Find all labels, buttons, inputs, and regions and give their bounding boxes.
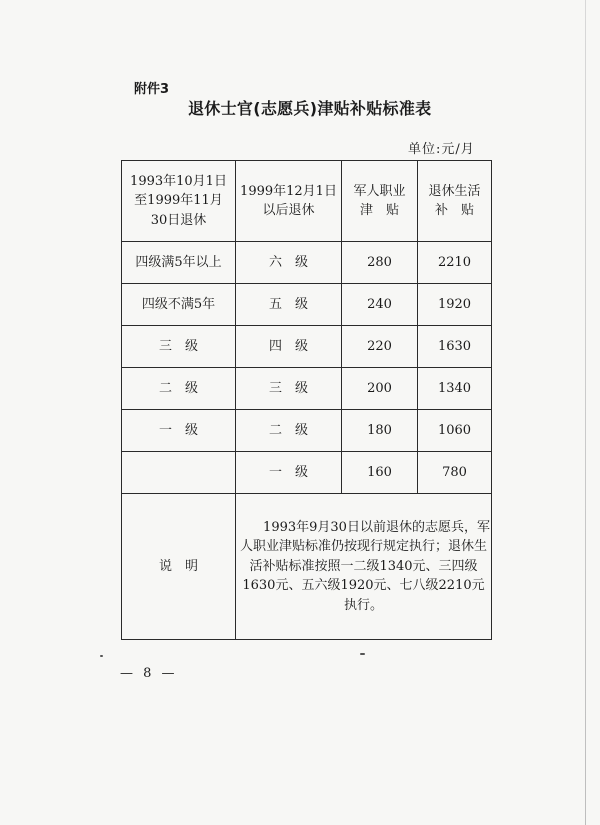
cell-subsidy: 780 <box>418 452 492 494</box>
cell-allowance: 200 <box>342 368 418 410</box>
cell-allowance: 220 <box>342 326 418 368</box>
note-text: 1993年9月30日以前退休的志愿兵，军人职业津贴标准仍按现行规定执行；退休生活补贴标准按照一二级1340元、三四级1630元、五六级1920元、七八级2210元执行。 <box>239 519 490 613</box>
document-title: 退休士官(志愿兵)津贴补贴标准表 <box>188 99 432 118</box>
table-row <box>122 452 492 494</box>
cell-allowance: 280 <box>342 242 418 284</box>
cell-grade-1993: 三 级 <box>122 326 236 368</box>
cell-subsidy: 1920 <box>418 284 492 326</box>
cell-grade-1993: 四级满5年以上 <box>122 242 236 284</box>
cell-grade-1993: 一 级 <box>122 410 236 452</box>
cell-allowance: 160 <box>342 452 418 494</box>
table-row <box>122 410 492 452</box>
header-retired-after-1999: 1999年12月1日 以后退休 <box>236 161 342 242</box>
scan-speck <box>100 655 103 657</box>
table-row <box>122 284 492 326</box>
scan-speck <box>360 653 365 655</box>
cell-grade-1993: 四级不满5年 <box>122 284 236 326</box>
cell-grade-1999: 五 级 <box>236 284 342 326</box>
table-header-row <box>122 161 492 242</box>
page-edge-line <box>585 0 586 825</box>
table-row <box>122 242 492 284</box>
header-retirement-subsidy: 退休生活 补 贴 <box>418 161 492 242</box>
note-cell <box>236 494 492 640</box>
table-row <box>122 368 492 410</box>
header-military-allowance: 军人职业 津 贴 <box>342 161 418 242</box>
cell-grade-1993 <box>122 452 236 494</box>
table-row <box>122 326 492 368</box>
cell-grade-1999: 六 级 <box>236 242 342 284</box>
cell-grade-1999: 二 级 <box>236 410 342 452</box>
cell-subsidy: 1060 <box>418 410 492 452</box>
note-row <box>122 494 492 640</box>
note-label: 说 明 <box>122 494 236 640</box>
cell-grade-1999: 一 级 <box>236 452 342 494</box>
cell-allowance: 180 <box>342 410 418 452</box>
cell-grade-1999: 三 级 <box>236 368 342 410</box>
cell-allowance: 240 <box>342 284 418 326</box>
cell-subsidy: 2210 <box>418 242 492 284</box>
cell-grade-1999: 四 级 <box>236 326 342 368</box>
cell-grade-1993: 二 级 <box>122 368 236 410</box>
allowance-standard-table <box>121 160 492 640</box>
attachment-label: 附件3 <box>134 82 170 97</box>
page-number: — 8 — <box>120 666 178 681</box>
cell-subsidy: 1340 <box>418 368 492 410</box>
unit-label: 单位:元/月 <box>408 142 475 157</box>
header-retired-1993-1999: 1993年10月1日 至1999年11月 30日退休 <box>122 161 236 242</box>
cell-subsidy: 1630 <box>418 326 492 368</box>
